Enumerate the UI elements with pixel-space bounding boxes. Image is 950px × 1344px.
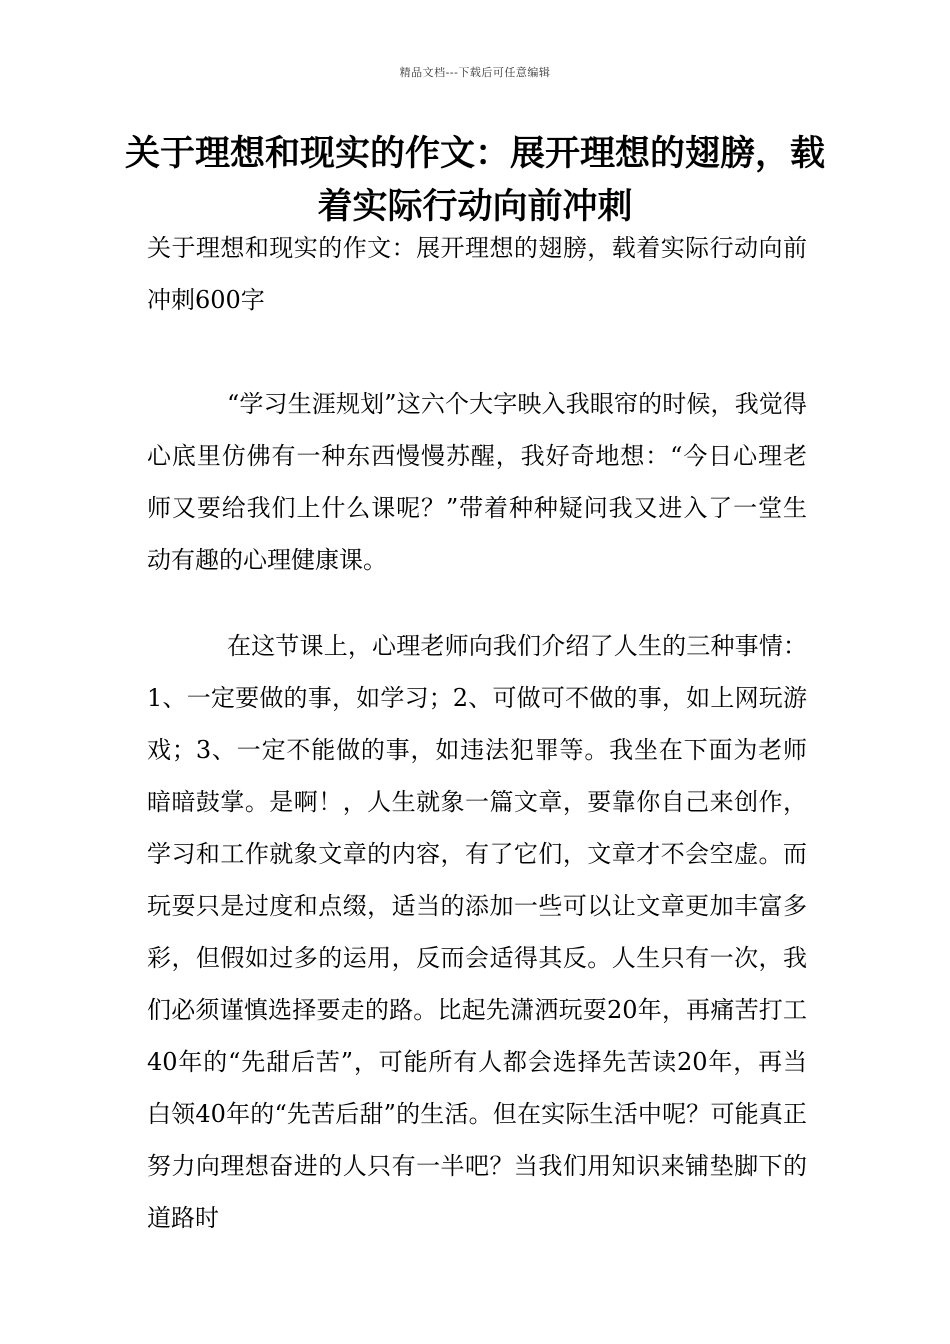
paragraph-1: “学习生涯规划”这六个大字映入我眼帘的时候，我觉得心底里仿佛有一种东西慢慢苏醒，我好奇地想：“今日心理老师又要给我们上什么课呢？”带着种种疑问我又进入了一堂生动有趣的心理健康课。 bbox=[147, 390, 807, 574]
paragraph-2: 在这节课上，心理老师向我们介绍了人生的三种事情：1、一定要做的事，如学习；2、可做可不做的事，如上网玩游戏；3、一定不能做的事，如违法犯罪等。我坐在下面为老师暗暗鼓掌。是啊！，人生就象一篇文章，要靠你自己来创作，学习和工作就象文章的内容，有了它们，文章才不会空虚。而玩耍只是过度和点缀，适当的添加一些可以让文章更加丰富多彩，但假如过多的运用，反而会适得其反。人生只有一次，我们必须谨慎选择要走的路。比起先潇洒玩耍20年，再痛苦打工40年的“先甜后苦”，可能所有人都会选择先苦读20年，再当白领40年的“先苦后甜”的生活。但在实际生活中呢？可能真正努力向理想奋进的人只有一半吧？当我们用知识来铺垫脚下的道路时 bbox=[147, 632, 807, 1232]
document-subtitle: 关于理想和现实的作文：展开理想的翅膀，载着实际行动向前冲刺600字 bbox=[147, 234, 807, 314]
document-title: 关于理想和现实的作文：展开理想的翅膀，载着实际行动向前冲刺 bbox=[124, 134, 825, 227]
header-note: 精品文档---下载后可任意编辑 bbox=[399, 66, 551, 79]
